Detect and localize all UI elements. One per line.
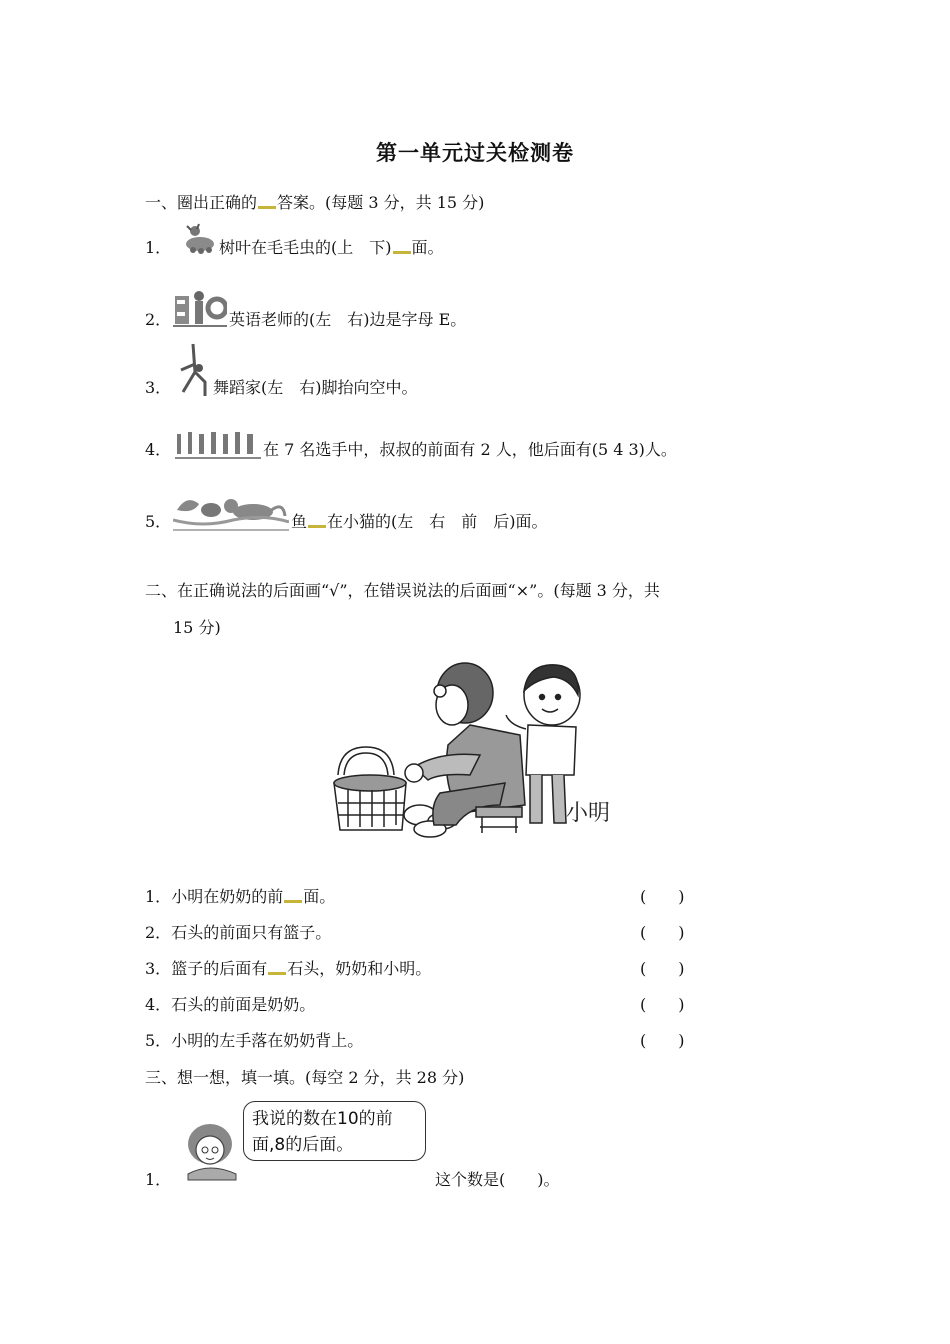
section3-answer-text[interactable]: 这个数是( )。 — [435, 1170, 560, 1189]
section1-item-5: 5． 鱼 在小猫的(左 右 前 后)面。 — [145, 490, 548, 532]
answer-box-3[interactable]: ( ) — [640, 959, 685, 978]
answer-blank-mark — [393, 251, 411, 254]
section2-item-2: 2． 石头的前面只有篮子。 — [145, 923, 332, 942]
answer-box-2[interactable]: ( ) — [640, 923, 685, 942]
answer-box-1[interactable]: ( ) — [640, 887, 685, 906]
section2-item-3: 3． 篮子的后面有 石头，奶奶和小明。 — [145, 959, 432, 978]
runners-icon — [175, 428, 261, 460]
section2-item-1: 1． 小明在奶奶的前 面。 — [145, 887, 336, 906]
answer-box-5[interactable]: ( ) — [640, 1031, 685, 1050]
section1-heading: 一、圈出正确的 答案。(每题 3 分，共 15 分) — [145, 193, 485, 212]
section2-item-5: 5． 小明的左手落在奶奶背上。 — [145, 1031, 364, 1050]
caterpillar-leaf-icon — [183, 222, 217, 258]
section2-item-4: 4． 石头的前面是奶奶。 — [145, 995, 316, 1014]
letters-teacher-icon — [173, 288, 227, 330]
answer-blank-mark — [308, 525, 326, 528]
answer-blank-mark — [284, 900, 302, 903]
picture-label: 小明 — [566, 801, 611, 826]
answer-blank-mark — [258, 206, 276, 209]
grandma-xiaoming-illustration — [330, 655, 630, 845]
section1-item-4: 4． 在 7 名选手中，叔叔的前面有 2 人，他后面有(5 4 3)人。 — [145, 428, 677, 460]
section1-item-3: 3． 舞蹈家(左 右)脚抬向空中。 — [145, 342, 418, 398]
answer-box-4[interactable]: ( ) — [640, 995, 685, 1014]
dancer-icon — [175, 342, 211, 398]
fish-cat-icon — [173, 490, 289, 532]
section1-item-2: 2． 英语老师的(左 右)边是字母 E。 — [145, 288, 466, 330]
section2-heading-line2: 15 分) — [173, 618, 221, 637]
speech-bubble: 我说的数在10的前 面,8的后面。 — [243, 1101, 426, 1161]
page-title: 第一单元过关检测卷 — [376, 140, 574, 165]
girl-thinking-icon — [182, 1120, 242, 1182]
answer-blank-mark — [268, 972, 286, 975]
section3-heading: 三、想一想，填一填。(每空 2 分，共 28 分) — [145, 1068, 465, 1087]
section2-heading-line1: 二、在正确说法的后面画“√”，在错误说法的后面画“×”。(每题 3 分，共 — [145, 581, 660, 600]
section3-item-1-num: 1． — [145, 1170, 172, 1189]
section1-item-1: 1． 树叶在毛毛虫的(上 下) 面。 — [145, 222, 444, 258]
